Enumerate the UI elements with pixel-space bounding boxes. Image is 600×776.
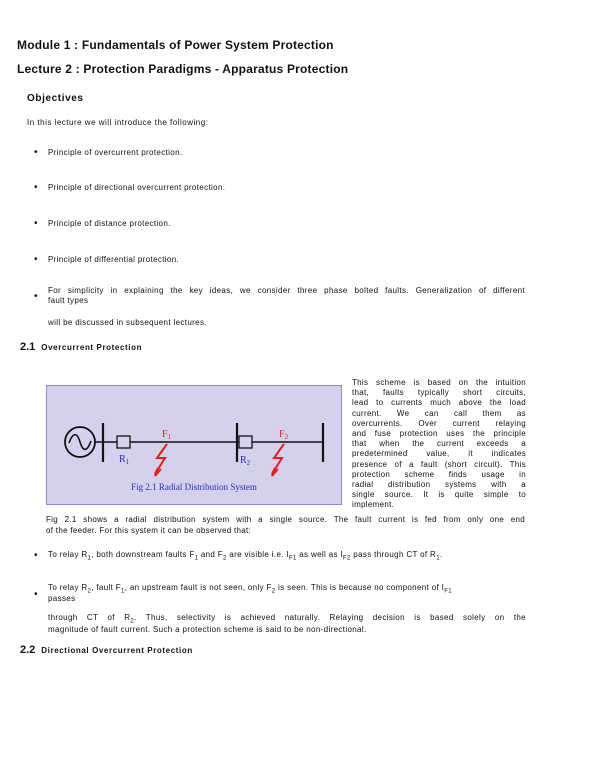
text-line: current. We can call them as — [352, 408, 526, 418]
fig-description-line1: Fig 2.1 shows a radial distribution system with a single source. The fault current is fed from only one end — [46, 515, 525, 524]
section-number: 2.1 — [20, 341, 36, 353]
objectives-intro: In this lecture we will introduce the following: — [27, 118, 209, 127]
section-title: Overcurrent Protection — [41, 343, 143, 352]
text-line: protection scheme finds usage in — [352, 469, 526, 479]
relay-r2-ct — [239, 436, 252, 448]
relay-r1-point: To relay $R_1$, both downstream faults $F_1$ and $F_2$ are visible i.e. $I_{F1}$ as well as $I_{F2}$ pass through CT of $R_1$. — [48, 550, 443, 562]
relay-r2-point-line4: magnitude of fault current. Such a protection scheme is said to be non-directional. — [48, 625, 367, 634]
text-line: predetermined value, it indicates — [352, 449, 526, 459]
label-f2: $F_2$ — [279, 429, 289, 441]
list-item: Principle of distance protection. — [48, 219, 171, 228]
text-line: This scheme is based on the intuition — [352, 378, 526, 387]
text-line: and fuse protection uses the principle — [352, 429, 526, 439]
text-line: overcurrents. Over current relaying — [352, 418, 526, 428]
simplicity-line2: fault types — [48, 296, 89, 305]
fault-f1-lightning-icon — [155, 444, 167, 476]
bullet-icon: • — [34, 550, 38, 561]
list-item: Principle of directional overcurrent protection. — [48, 183, 226, 192]
relay-r2-point-line1: To relay $R_2$, fault $F_1$, an upstream fault is not seen, only $F_2$ is seen. This is because no component of $I_{F1}$ — [48, 583, 452, 595]
fault-f2-lightning-icon — [272, 444, 284, 476]
module-title: Module 1 : Fundamentals of Power System Protection — [17, 38, 334, 52]
text-line: lead to currents much above the load — [352, 398, 526, 408]
relay-r2-point-line3: through CT of $R_2$. Thus, selectivity is achieved naturally. Relaying decision is based solely on the — [48, 613, 526, 625]
simplicity-line3: will be discussed in subsequent lectures. — [48, 318, 207, 327]
bullet-icon: • — [34, 589, 38, 600]
radial-system-diagram — [47, 386, 341, 504]
simplicity-line1: For simplicity in explaining the key ideas, we consider three phase bolted faults. Generalization of different — [48, 286, 525, 295]
list-item: Principle of differential protection. — [48, 255, 180, 264]
text-line: single source. It is quite simple to — [352, 490, 526, 500]
section-heading-2-1 — [20, 341, 142, 353]
section-number: 2.2 — [20, 644, 36, 656]
fig-description-line2: of the feeder. For this system it can be observed that: — [46, 526, 252, 535]
section-heading-2-2 — [20, 644, 193, 656]
text-line: presence of a fault (short circuit). This — [352, 459, 526, 469]
text-line: that, faults typically short circuits, — [352, 388, 526, 398]
text-line: radial distribution systems with a — [352, 480, 526, 490]
list-item: Principle of overcurrent protection. — [48, 148, 183, 157]
bullet-icon: • — [34, 218, 38, 229]
objectives-heading: Objectives — [27, 93, 84, 104]
bullet-icon: • — [34, 254, 38, 265]
bullet-icon: • — [34, 291, 38, 302]
text-line: that when the current exceeds a — [352, 439, 526, 449]
lecture-title: Lecture 2 : Protection Paradigms - Apparatus Protection — [17, 62, 349, 76]
bullet-icon: • — [34, 147, 38, 158]
label-f1: $F_1$ — [162, 429, 172, 441]
section-title: Directional Overcurrent Protection — [41, 646, 193, 655]
relay-r1-ct — [117, 436, 130, 448]
label-r2: $R_2$ — [240, 455, 251, 467]
figure-caption: Fig 2.1 Radial Distribution System — [131, 482, 257, 492]
relay-r2-point-line2: passes — [48, 594, 76, 603]
sine-wave-icon — [69, 435, 91, 450]
overcurrent-description — [352, 378, 526, 511]
text-line: implement. — [352, 500, 395, 510]
bullet-icon: • — [34, 182, 38, 193]
figure-radial-distribution — [46, 385, 342, 505]
label-r1: $R_1$ — [119, 454, 130, 466]
